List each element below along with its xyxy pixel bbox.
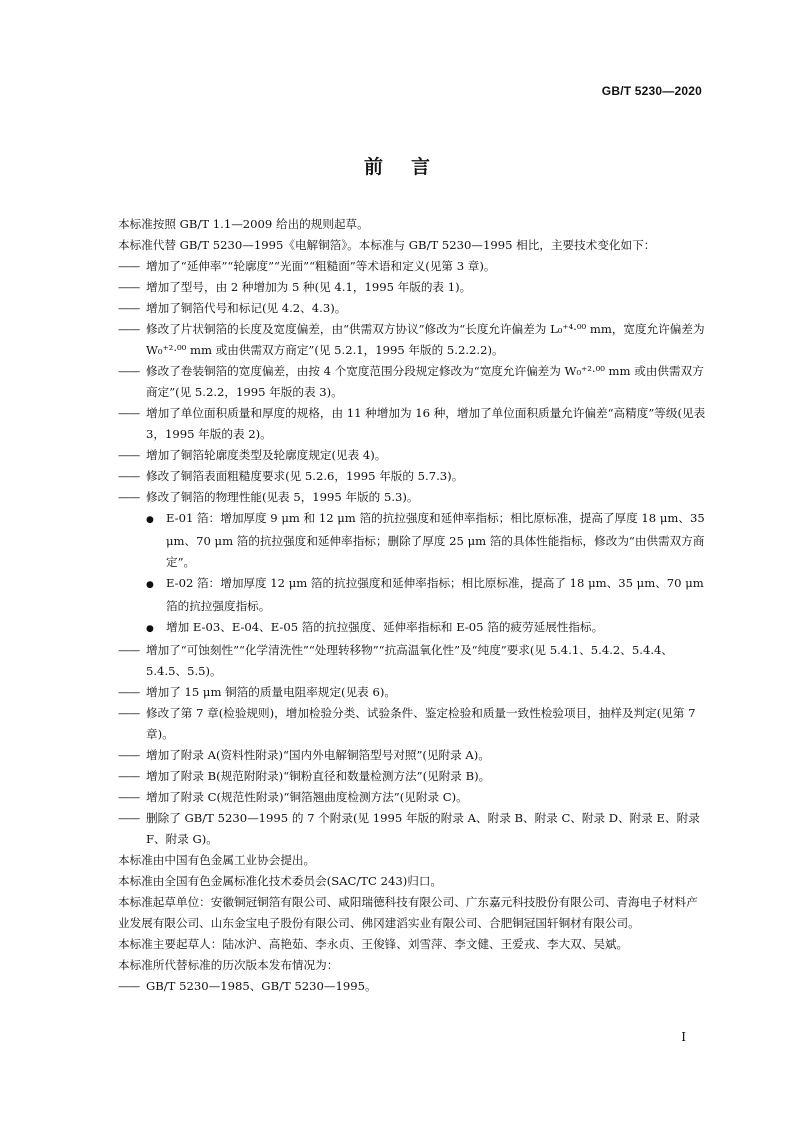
paragraph: 本标准由中国有色金属工业协会提出。 xyxy=(118,853,316,867)
bullet-list-item: ● E-02 箔：增加厚度 12 μm 箔的抗拉强度和延伸率指标；相比原标准，提高了 18 μm、35 μm、70 μm 箔的抗拉强度指标。 xyxy=(146,576,704,613)
page-title: 前言 xyxy=(363,156,458,178)
dash-marker: —— xyxy=(118,364,140,378)
bullet-icon: ● xyxy=(146,580,154,590)
paragraph: 本标准代替 GB/T 5230—1995《电解铜箔》。本标准与 GB/T 5230—1995 相比，主要技术变化如下： xyxy=(118,238,656,252)
dash-list-item: —— 增加了铜箔轮廓度类型及轮廓度规定(见表 4)。 xyxy=(118,445,708,466)
dash-marker: —— xyxy=(118,748,140,762)
dash-marker: —— xyxy=(118,979,140,993)
bullet-icon: ● xyxy=(146,624,154,634)
paragraph: 本标准所代替标准的历次版本发布情况为： xyxy=(118,958,339,972)
paragraph: 本标准主要起草人：陆冰沪、高艳茹、李永贞、王俊锋、刘雪萍、李文健、王爱戎、李大双、吴斌。 xyxy=(118,937,629,951)
standard-number: GB/T 5230—2020 xyxy=(601,84,702,98)
paragraph: 本标准按照 GB/T 1.1—2009 给出的规则起草。 xyxy=(118,217,369,231)
dash-marker: —— xyxy=(118,490,140,504)
dash-list-item: —— 增加了“可蚀刻性”“化学清洗性”“处理转移物”“抗高温氧化性”及“纯度”要求(见 5.4.1、5.4.2、5.4.4、5.4.5、5.5)。 xyxy=(118,640,708,682)
bullet-icon: ● xyxy=(146,515,154,525)
dash-list-item: —— 修改了片状铜箔的长度及宽度偏差，由“供需双方协议”修改为“长度允许偏差为 L₀⁺⁴·⁰⁰ mm，宽度允许偏差为 W₀⁺²·⁰⁰ mm 或由供需双方商定”(见 5.2.1，1995 年版的 5.2.2.2)。 xyxy=(118,319,708,361)
paragraph: 本标准起草单位：安徽铜冠铜箔有限公司、咸阳瑞德科技有限公司、广东嘉元科技股份有限公司、青海电子材料产业发展有限公司、山东金宝电子股份有限公司、佛冈建滔实业有限公司、合肥铜冠国轩铜材有限公司。 xyxy=(118,895,698,930)
page-number: I xyxy=(681,1030,686,1044)
dash-marker: —— xyxy=(118,643,140,657)
dash-list-item: —— 增加了附录 A(资料性附录)“国内外电解铜箔型号对照”(见附录 A)。 xyxy=(118,745,708,766)
dash-marker: —— xyxy=(118,790,140,804)
dash-list-item: —— 修改了卷装铜箔的宽度偏差，由按 4 个宽度范围分段规定修改为“宽度允许偏差为 W₀⁺²·⁰⁰ mm 或由供需双方商定”(见 5.2.2，1995 年版的表 3)。 xyxy=(118,361,708,403)
dash-list-item: —— 增加了“延伸率”“轮廓度”“光面”“粗糙面”等术语和定义(见第 3 章)。 xyxy=(118,256,708,277)
dash-marker: —— xyxy=(118,280,140,294)
paragraph: 本标准由全国有色金属标准化技术委员会(SAC/TC 243)归口。 xyxy=(118,874,443,888)
dash-list-item: —— 增加了单位面积质量和厚度的规格，由 11 种增加为 16 种，增加了单位面积质量允许偏差“高精度”等级(见表 3，1995 年版的表 2)。 xyxy=(118,403,708,445)
dash-list-item: —— 增加了附录 C(规范性附录)“铜箔翘曲度检测方法”(见附录 C)。 xyxy=(118,787,708,808)
dash-list-item: —— 增加了附录 B(规范附附录)“铜粉直径和数量检测方法”(见附录 B)。 xyxy=(118,766,708,787)
dash-marker: —— xyxy=(118,706,140,720)
dash-marker: —— xyxy=(118,406,140,420)
dash-marker: —— xyxy=(118,448,140,462)
dash-list-item: —— GB/T 5230—1985、GB/T 5230—1995。 xyxy=(118,976,708,997)
bullet-list-item: ● 增加 E-03、E-04、E-05 箔的抗拉强度、延伸率指标和 E-05 箔的疲劳延展性指标。 xyxy=(118,617,708,640)
dash-list-item: —— 删除了 GB/T 5230—1995 的 7 个附录(见 1995 年版的附录 A、附录 B、附录 C、附录 D、附录 E、附录 F、附录 G)。 xyxy=(118,808,708,850)
dash-marker: —— xyxy=(118,301,140,315)
dash-list-item: —— 修改了铜箔表面粗糙度要求(见 5.2.6，1995 年版的 5.7.3)。 xyxy=(118,466,708,487)
dash-marker: —— xyxy=(118,322,140,336)
dash-list-item: —— 修改了第 7 章(检验规则)，增加检验分类、试验条件、鉴定检验和质量一致性检验项目，抽样及判定(见第 7 章)。 xyxy=(118,703,708,745)
dash-marker: —— xyxy=(118,811,140,825)
dash-marker: —— xyxy=(118,769,140,783)
dash-list-item: —— 修改了铜箔的物理性能(见表 5，1995 年版的 5.3)。 xyxy=(118,487,708,508)
document-body xyxy=(118,214,708,997)
bullet-list-item: ● E-01 箔：增加厚度 9 μm 和 12 μm 箔的抗拉强度和延伸率指标；相比原标准，提高了厚度 18 μm、35 μm、70 μm 箔的抗拉强度和延伸率指标；删除了厚度 25 μm 箔的具体性能指标，修改为“由供需双方商定”。 xyxy=(146,511,705,569)
dash-marker: —— xyxy=(118,259,140,273)
dash-list-item: —— 增加了铜箔代号和标记(见 4.2、4.3)。 xyxy=(118,298,708,319)
dash-list-item: —— 增加了 15 μm 铜箔的质量电阻率规定(见表 6)。 xyxy=(118,682,708,703)
dash-list-item: —— 增加了型号，由 2 种增加为 5 种(见 4.1，1995 年版的表 1)。 xyxy=(118,277,708,298)
dash-marker: —— xyxy=(118,469,140,483)
dash-marker: —— xyxy=(118,685,140,699)
